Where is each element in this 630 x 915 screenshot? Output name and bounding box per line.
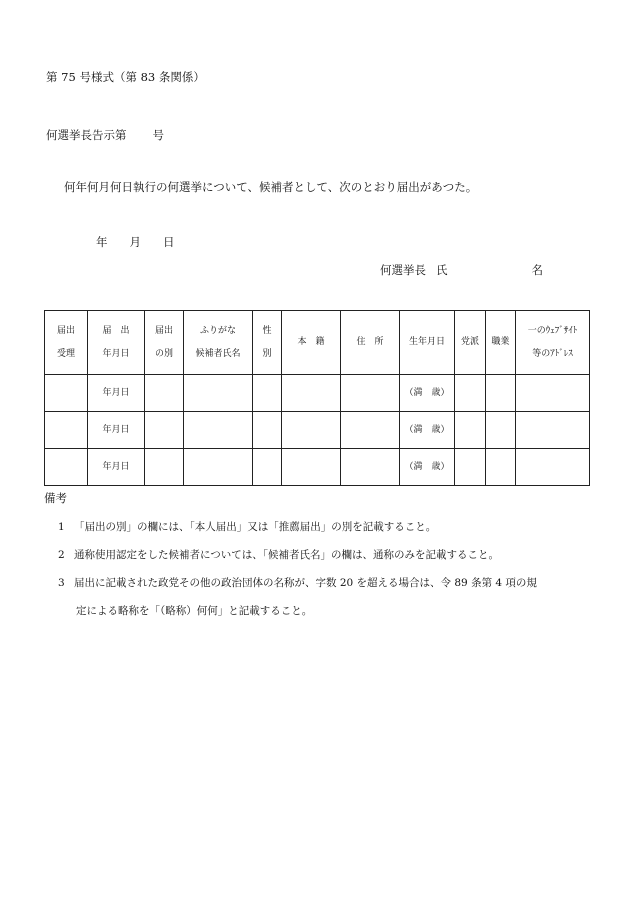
cell-receipt	[45, 449, 88, 486]
remarks-heading: 備考	[44, 491, 67, 505]
remark-note	[58, 550, 499, 561]
cell-website	[516, 412, 590, 449]
cell-birthdate: （満 歳）	[400, 449, 455, 486]
cell-filing-date: 年月日	[88, 412, 145, 449]
remark-number: 3	[58, 577, 65, 589]
col-header-domicile: 本 籍	[282, 311, 341, 375]
remark-number: 1	[58, 521, 65, 533]
cell-website	[516, 375, 590, 412]
cell-birthdate: （満 歳）	[400, 375, 455, 412]
notice-number	[46, 130, 164, 142]
signature-title: 何選挙長	[380, 263, 426, 277]
remark-text: 通称使用認定をした候補者については、「候補者氏名」の欄は、通称のみを記載すること。	[74, 549, 500, 561]
cell-filing-type	[145, 412, 184, 449]
cell-filing-type	[145, 375, 184, 412]
cell-party	[455, 375, 486, 412]
cell-candidate-name	[184, 375, 253, 412]
cell-domicile	[282, 375, 341, 412]
cell-receipt	[45, 412, 88, 449]
notice-suffix: 号	[152, 128, 164, 142]
form-number: 第 75 号様式（第 83 条関係）	[46, 70, 205, 84]
cell-occupation	[486, 375, 516, 412]
cell-birthdate: （満 歳）	[400, 412, 455, 449]
signature-shi: 氏	[436, 263, 448, 277]
cell-occupation	[486, 412, 516, 449]
cell-occupation	[486, 449, 516, 486]
cell-domicile	[282, 412, 341, 449]
candidate-table	[44, 310, 590, 486]
remark-number: 2	[58, 549, 65, 561]
cell-candidate-name	[184, 412, 253, 449]
date-year: 年	[96, 235, 108, 249]
table-header-row	[45, 311, 590, 375]
col-header-occupation: 職業	[486, 311, 516, 375]
cell-party	[455, 412, 486, 449]
cell-sex	[253, 412, 282, 449]
remark-text: 「届出の別」の欄には、「本人届出」又は「推薦届出」の別を記載すること。	[74, 521, 437, 533]
cell-filing-date: 年月日	[88, 449, 145, 486]
date-month: 月	[129, 235, 141, 249]
cell-website	[516, 449, 590, 486]
col-header-filing-date: 届 出 年月日	[88, 311, 145, 375]
col-header-filing-type: 届出 の別	[145, 311, 184, 375]
cell-candidate-name	[184, 449, 253, 486]
cell-sex	[253, 449, 282, 486]
col-header-address: 住 所	[341, 311, 400, 375]
intro-text: 何年何月何日執行の何選挙について、候補者として、次のとおり届出があつた。	[64, 180, 478, 194]
table-row	[45, 375, 590, 412]
cell-sex	[253, 375, 282, 412]
table-row	[45, 449, 590, 486]
cell-party	[455, 449, 486, 486]
notice-prefix: 何選挙長告示第	[46, 128, 127, 142]
remark-text-continuation: 定による略称を「（略称）何何」と記載すること。	[76, 605, 313, 617]
cell-receipt	[45, 375, 88, 412]
remark-note	[58, 578, 537, 589]
col-header-party: 党派	[455, 311, 486, 375]
cell-domicile	[282, 449, 341, 486]
date-line	[96, 237, 175, 249]
remark-note	[58, 522, 436, 533]
cell-address	[341, 412, 400, 449]
cell-filing-date: 年月日	[88, 375, 145, 412]
col-header-website: 一のｳｪﾌﾞｻｲﾄ 等のｱﾄﾞﾚｽ	[516, 311, 590, 375]
remark-text: 届出に記載された政党その他の政治団体の名称が、字数 20 を超える場合は、令 89 条第 4 項の規	[74, 577, 537, 589]
cell-address	[341, 449, 400, 486]
cell-address	[341, 375, 400, 412]
col-header-sex: 性 別	[253, 311, 282, 375]
col-header-receipt: 届出 受理	[45, 311, 88, 375]
col-header-candidate-name: ふりがな 候補者氏名	[184, 311, 253, 375]
col-header-birthdate: 生年月日	[400, 311, 455, 375]
date-day: 日	[163, 235, 175, 249]
signature-mei: 名	[531, 263, 543, 277]
signature-line	[380, 265, 543, 277]
table-row	[45, 412, 590, 449]
cell-filing-type	[145, 449, 184, 486]
